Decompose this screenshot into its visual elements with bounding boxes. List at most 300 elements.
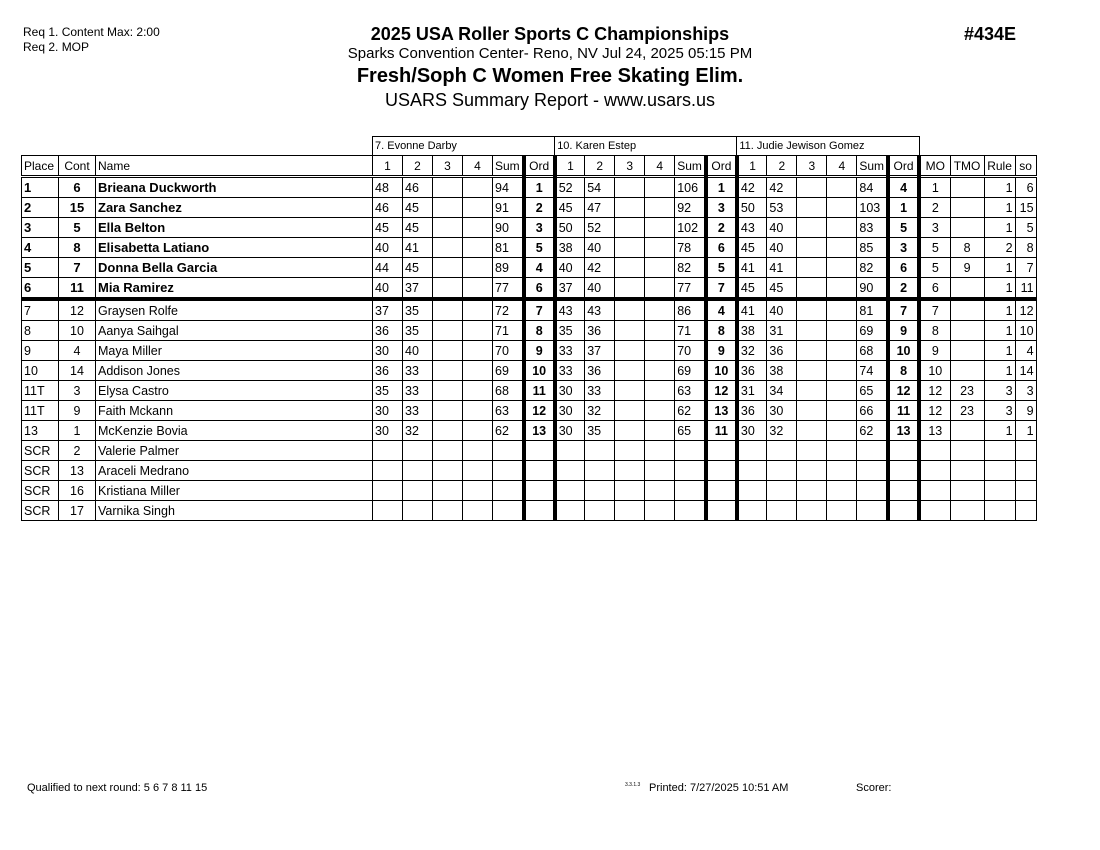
judge-2-score-2: 40: [585, 238, 615, 258]
table-row: [22, 461, 1037, 481]
judge-2-sum: 78: [675, 238, 706, 258]
judge-1-ord: 13: [524, 421, 555, 441]
judge-3-score-4: [827, 258, 857, 278]
judge-2-score-3: [615, 461, 645, 481]
judge-1-sum: 94: [493, 177, 524, 198]
judge-3-score-4: [827, 361, 857, 381]
judge-1-sum: [493, 481, 524, 501]
judge-2-score-3: [615, 481, 645, 501]
judge-3-sum: 83: [857, 218, 888, 238]
col-j3-ord: Ord: [888, 156, 919, 177]
judge-1-score-1: 40: [373, 278, 403, 300]
judge-1-sum: 89: [493, 258, 524, 278]
judge-3-score-4: [827, 341, 857, 361]
judge-3-score-1: 41: [737, 299, 767, 321]
judge-2-ord: [706, 441, 737, 461]
col-j3-3: 3: [797, 156, 827, 177]
judge-3-score-1: 42: [737, 177, 767, 198]
mo-cell: [919, 441, 950, 461]
judge-2-score-2: 37: [585, 341, 615, 361]
judge-1-score-1: 35: [373, 381, 403, 401]
judge-1-sum: 71: [493, 321, 524, 341]
rule-cell: 1: [984, 218, 1015, 238]
col-j1-4: 4: [463, 156, 493, 177]
cont-cell: 16: [59, 481, 96, 501]
judge-2-score-4: [645, 278, 675, 300]
judge-2-ord: 7: [706, 278, 737, 300]
judge-3-score-3: [797, 401, 827, 421]
judge-3-ord: 5: [888, 218, 919, 238]
qualified-line: Qualified to next round: 5 6 7 8 11 15: [27, 782, 208, 794]
tmo-cell: 8: [950, 238, 984, 258]
name-cell: McKenzie Bovia: [96, 421, 373, 441]
so-cell: [1015, 461, 1036, 481]
judge-1-score-4: [463, 341, 493, 361]
judge-3-score-4: [827, 321, 857, 341]
so-cell: 6: [1015, 177, 1036, 198]
judge-2-score-2: 32: [585, 401, 615, 421]
judge-3-score-4: [827, 401, 857, 421]
judge-1-sum: [493, 441, 524, 461]
judge-3-score-2: 40: [767, 238, 797, 258]
place-cell: 5: [22, 258, 59, 278]
judge-1-sum: 62: [493, 421, 524, 441]
judge-2-name: 10. Karen Estep: [555, 137, 737, 156]
judge-3-ord: 10: [888, 341, 919, 361]
judge-2-score-4: [645, 501, 675, 521]
tmo-cell: [950, 321, 984, 341]
col-name: Name: [96, 156, 373, 177]
judge-1-score-2: 46: [403, 177, 433, 198]
judge-3-ord: 2: [888, 278, 919, 300]
col-so: so: [1015, 156, 1036, 177]
col-j2-3: 3: [615, 156, 645, 177]
judge-3-score-4: [827, 381, 857, 401]
judge-3-sum: 62: [857, 421, 888, 441]
judge-1-score-1: 37: [373, 299, 403, 321]
judge-1-score-2: 32: [403, 421, 433, 441]
judge-1-score-3: [433, 501, 463, 521]
mo-cell: 13: [919, 421, 950, 441]
tmo-cell: [950, 421, 984, 441]
judge-3-score-4: [827, 441, 857, 461]
judge-3-score-2: [767, 481, 797, 501]
column-header-row: [22, 156, 1037, 177]
so-cell: 14: [1015, 361, 1036, 381]
judge-2-ord: 4: [706, 299, 737, 321]
judge-2-sum: [675, 481, 706, 501]
judge-3-score-4: [827, 421, 857, 441]
so-cell: 1: [1015, 421, 1036, 441]
judge-3-name: 11. Judie Jewison Gomez: [737, 137, 919, 156]
judge-2-score-3: [615, 238, 645, 258]
judge-1-score-3: [433, 461, 463, 481]
judge-1-score-1: 46: [373, 198, 403, 218]
table-row: [22, 481, 1037, 501]
place-cell: SCR: [22, 441, 59, 461]
tmo-cell: [950, 177, 984, 198]
name-cell: Donna Bella Garcia: [96, 258, 373, 278]
judge-3-score-2: 41: [767, 258, 797, 278]
so-cell: 8: [1015, 238, 1036, 258]
rule-cell: [984, 481, 1015, 501]
judge-1-score-4: [463, 238, 493, 258]
judge-2-score-3: [615, 361, 645, 381]
judge-2-score-1: 33: [555, 341, 585, 361]
judge-1-score-2: 33: [403, 361, 433, 381]
judge-3-score-1: [737, 501, 767, 521]
judge-3-score-3: [797, 481, 827, 501]
table-row: [22, 321, 1037, 341]
version-label: 3.3.1.3: [625, 782, 641, 788]
place-cell: 6: [22, 278, 59, 300]
judge-1-score-3: [433, 238, 463, 258]
judge-2-score-1: [555, 501, 585, 521]
rule-cell: 1: [984, 321, 1015, 341]
rule-cell: [984, 501, 1015, 521]
col-j1-ord: Ord: [524, 156, 555, 177]
judge-1-sum: 72: [493, 299, 524, 321]
judge-2-sum: 82: [675, 258, 706, 278]
judge-3-score-1: 38: [737, 321, 767, 341]
judge-1-score-4: [463, 218, 493, 238]
judge-3-score-4: [827, 218, 857, 238]
judge-2-sum: 63: [675, 381, 706, 401]
judge-3-score-1: [737, 461, 767, 481]
judge-3-score-2: 53: [767, 198, 797, 218]
place-cell: 9: [22, 341, 59, 361]
rule-cell: [984, 441, 1015, 461]
name-cell: Elisabetta Latiano: [96, 238, 373, 258]
judge-3-score-1: 43: [737, 218, 767, 238]
judge-2-score-3: [615, 421, 645, 441]
judge-2-sum: 70: [675, 341, 706, 361]
name-cell: Zara Sanchez: [96, 198, 373, 218]
judge-2-ord: 8: [706, 321, 737, 341]
judge-3-ord: 12: [888, 381, 919, 401]
table-row: [22, 401, 1037, 421]
judge-2-ord: [706, 481, 737, 501]
judge-2-score-3: [615, 218, 645, 238]
place-cell: 1: [22, 177, 59, 198]
judge-1-score-3: [433, 361, 463, 381]
judge-2-score-3: [615, 321, 645, 341]
judge-1-ord: [524, 481, 555, 501]
rule-cell: 1: [984, 198, 1015, 218]
cont-cell: 17: [59, 501, 96, 521]
judge-2-score-2: [585, 481, 615, 501]
so-cell: [1015, 481, 1036, 501]
name-cell: Maya Miller: [96, 341, 373, 361]
judge-1-score-4: [463, 198, 493, 218]
judge-2-score-4: [645, 441, 675, 461]
name-cell: Kristiana Miller: [96, 481, 373, 501]
judge-3-score-4: [827, 278, 857, 300]
judge-3-score-3: [797, 361, 827, 381]
mo-cell: [919, 461, 950, 481]
name-cell: Ella Belton: [96, 218, 373, 238]
col-j3-4: 4: [827, 156, 857, 177]
tmo-cell: 23: [950, 381, 984, 401]
judge-3-sum: 103: [857, 198, 888, 218]
rule-cell: 3: [984, 401, 1015, 421]
judge-3-score-1: 45: [737, 238, 767, 258]
judge-2-ord: 9: [706, 341, 737, 361]
judge-2-score-4: [645, 481, 675, 501]
table-row: [22, 198, 1037, 218]
judge-2-score-1: 40: [555, 258, 585, 278]
printed-timestamp: Printed: 7/27/2025 10:51 AM: [649, 782, 789, 794]
table-row: [22, 421, 1037, 441]
so-cell: 9: [1015, 401, 1036, 421]
judge-3-score-1: 50: [737, 198, 767, 218]
tmo-cell: [950, 481, 984, 501]
judge-3-score-2: [767, 461, 797, 481]
mo-cell: 2: [919, 198, 950, 218]
judge-1-score-3: [433, 258, 463, 278]
cont-cell: 10: [59, 321, 96, 341]
judge-3-score-1: [737, 441, 767, 461]
mo-cell: 3: [919, 218, 950, 238]
judge-1-score-1: 48: [373, 177, 403, 198]
cont-cell: 11: [59, 278, 96, 300]
results-table: [21, 136, 1037, 521]
mo-cell: 9: [919, 341, 950, 361]
judge-2-score-4: [645, 198, 675, 218]
judge-1-score-4: [463, 278, 493, 300]
judge-2-score-2: [585, 501, 615, 521]
mo-cell: [919, 481, 950, 501]
judge-2-score-4: [645, 341, 675, 361]
judge-2-score-4: [645, 381, 675, 401]
judge-1-score-4: [463, 177, 493, 198]
judge-3-score-1: 31: [737, 381, 767, 401]
judge-3-score-3: [797, 177, 827, 198]
judge-3-score-4: [827, 299, 857, 321]
rule-cell: 2: [984, 238, 1015, 258]
judge-3-score-3: [797, 258, 827, 278]
judge-1-sum: 90: [493, 218, 524, 238]
judge-1-ord: 1: [524, 177, 555, 198]
judge-1-ord: 11: [524, 381, 555, 401]
place-cell: SCR: [22, 481, 59, 501]
cont-cell: 7: [59, 258, 96, 278]
col-j2-2: 2: [585, 156, 615, 177]
tmo-cell: [950, 198, 984, 218]
judge-2-score-4: [645, 218, 675, 238]
judge-3-ord: 3: [888, 238, 919, 258]
judge-1-sum: 77: [493, 278, 524, 300]
mo-cell: 7: [919, 299, 950, 321]
judge-1-score-4: [463, 299, 493, 321]
so-cell: 15: [1015, 198, 1036, 218]
judge-2-ord: [706, 501, 737, 521]
judge-3-score-4: [827, 501, 857, 521]
judge-2-score-1: [555, 441, 585, 461]
judge-2-score-3: [615, 341, 645, 361]
judge-1-ord: 12: [524, 401, 555, 421]
mo-cell: 12: [919, 401, 950, 421]
judge-2-score-4: [645, 421, 675, 441]
judge-3-score-3: [797, 421, 827, 441]
judge-2-score-3: [615, 278, 645, 300]
judge-2-score-3: [615, 501, 645, 521]
judge-3-score-1: 36: [737, 401, 767, 421]
judge-2-score-4: [645, 238, 675, 258]
judge-1-score-3: [433, 341, 463, 361]
judge-2-score-2: 36: [585, 321, 615, 341]
col-j3-sum: Sum: [857, 156, 888, 177]
judge-1-score-2: 37: [403, 278, 433, 300]
judge-3-score-2: 40: [767, 299, 797, 321]
judge-2-score-1: 35: [555, 321, 585, 341]
place-cell: SCR: [22, 461, 59, 481]
name-cell: Araceli Medrano: [96, 461, 373, 481]
cont-cell: 13: [59, 461, 96, 481]
judge-2-score-4: [645, 401, 675, 421]
col-j3-2: 2: [767, 156, 797, 177]
judge-2-score-1: [555, 481, 585, 501]
rule-cell: 1: [984, 278, 1015, 300]
judge-1-sum: [493, 501, 524, 521]
mo-cell: [919, 501, 950, 521]
judge-3-score-3: [797, 501, 827, 521]
judge-1-score-2: 41: [403, 238, 433, 258]
judge-1-score-4: [463, 481, 493, 501]
judge-2-score-2: 40: [585, 278, 615, 300]
judge-2-score-3: [615, 198, 645, 218]
judge-3-score-2: 30: [767, 401, 797, 421]
judge-2-score-3: [615, 299, 645, 321]
judge-3-score-2: 31: [767, 321, 797, 341]
rule-cell: 1: [984, 177, 1015, 198]
judge-3-score-2: 34: [767, 381, 797, 401]
judge-3-score-4: [827, 238, 857, 258]
judge-3-score-1: 45: [737, 278, 767, 300]
judge-3-score-2: 45: [767, 278, 797, 300]
tmo-cell: [950, 341, 984, 361]
judge-3-sum: [857, 441, 888, 461]
tmo-cell: [950, 501, 984, 521]
cont-cell: 15: [59, 198, 96, 218]
judge-2-score-4: [645, 321, 675, 341]
judge-1-sum: 70: [493, 341, 524, 361]
judge-1-score-4: [463, 321, 493, 341]
mo-cell: 8: [919, 321, 950, 341]
judge-1-score-3: [433, 441, 463, 461]
judge-2-score-3: [615, 441, 645, 461]
place-cell: SCR: [22, 501, 59, 521]
tmo-cell: [950, 278, 984, 300]
judge-1-sum: 81: [493, 238, 524, 258]
judge-1-score-2: 35: [403, 321, 433, 341]
judge-1-score-4: [463, 381, 493, 401]
judge-3-sum: 68: [857, 341, 888, 361]
place-cell: 11T: [22, 381, 59, 401]
judge-2-score-1: [555, 461, 585, 481]
judge-3-score-3: [797, 461, 827, 481]
judge-3-score-3: [797, 381, 827, 401]
judge-3-score-1: [737, 481, 767, 501]
judge-2-ord: 1: [706, 177, 737, 198]
cont-cell: 2: [59, 441, 96, 461]
judge-1-score-2: 45: [403, 258, 433, 278]
judge-3-sum: [857, 461, 888, 481]
cont-cell: 4: [59, 341, 96, 361]
judge-1-score-3: [433, 481, 463, 501]
judge-1-name: 7. Evonne Darby: [373, 137, 555, 156]
judge-3-score-4: [827, 461, 857, 481]
so-cell: [1015, 441, 1036, 461]
judge-2-score-2: [585, 441, 615, 461]
judge-1-score-2: 45: [403, 198, 433, 218]
judge-2-score-2: 42: [585, 258, 615, 278]
page-title: 2025 USA Roller Sports C Championships: [370, 24, 730, 44]
col-j2-4: 4: [645, 156, 675, 177]
judge-1-score-3: [433, 198, 463, 218]
judge-1-score-1: 30: [373, 341, 403, 361]
place-cell: 13: [22, 421, 59, 441]
judge-1-score-2: 33: [403, 381, 433, 401]
mo-cell: 1: [919, 177, 950, 198]
judge-2-score-4: [645, 258, 675, 278]
col-j2-1: 1: [555, 156, 585, 177]
judge-2-ord: 3: [706, 198, 737, 218]
judge-2-ord: 2: [706, 218, 737, 238]
judge-1-ord: [524, 441, 555, 461]
judge-3-score-1: 41: [737, 258, 767, 278]
cont-cell: 9: [59, 401, 96, 421]
so-cell: 3: [1015, 381, 1036, 401]
name-cell: Elysa Castro: [96, 381, 373, 401]
judge-1-score-1: 30: [373, 401, 403, 421]
judge-2-score-3: [615, 177, 645, 198]
judge-1-score-3: [433, 177, 463, 198]
judge-2-ord: 10: [706, 361, 737, 381]
table-row: [22, 441, 1037, 461]
judge-2-ord: 11: [706, 421, 737, 441]
judge-2-score-4: [645, 361, 675, 381]
judge-3-ord: 9: [888, 321, 919, 341]
judge-3-score-3: [797, 278, 827, 300]
place-cell: 2: [22, 198, 59, 218]
name-cell: Valerie Palmer: [96, 441, 373, 461]
judge-3-score-3: [797, 218, 827, 238]
table-row: [22, 238, 1037, 258]
judge-3-ord: 6: [888, 258, 919, 278]
cont-cell: 12: [59, 299, 96, 321]
judge-1-score-1: 36: [373, 321, 403, 341]
table-row: [22, 361, 1037, 381]
table-row: [22, 299, 1037, 321]
so-cell: [1015, 501, 1036, 521]
judge-3-sum: 74: [857, 361, 888, 381]
judge-1-ord: 2: [524, 198, 555, 218]
judge-3-ord: 11: [888, 401, 919, 421]
cont-cell: 5: [59, 218, 96, 238]
judge-3-sum: 82: [857, 258, 888, 278]
judge-2-sum: 106: [675, 177, 706, 198]
rule-cell: 1: [984, 258, 1015, 278]
judge-2-score-2: 47: [585, 198, 615, 218]
judge-3-ord: 8: [888, 361, 919, 381]
so-cell: 12: [1015, 299, 1036, 321]
table-row: [22, 258, 1037, 278]
judge-2-ord: 13: [706, 401, 737, 421]
judge-2-sum: [675, 461, 706, 481]
judge-2-score-1: 30: [555, 381, 585, 401]
mo-cell: 5: [919, 238, 950, 258]
